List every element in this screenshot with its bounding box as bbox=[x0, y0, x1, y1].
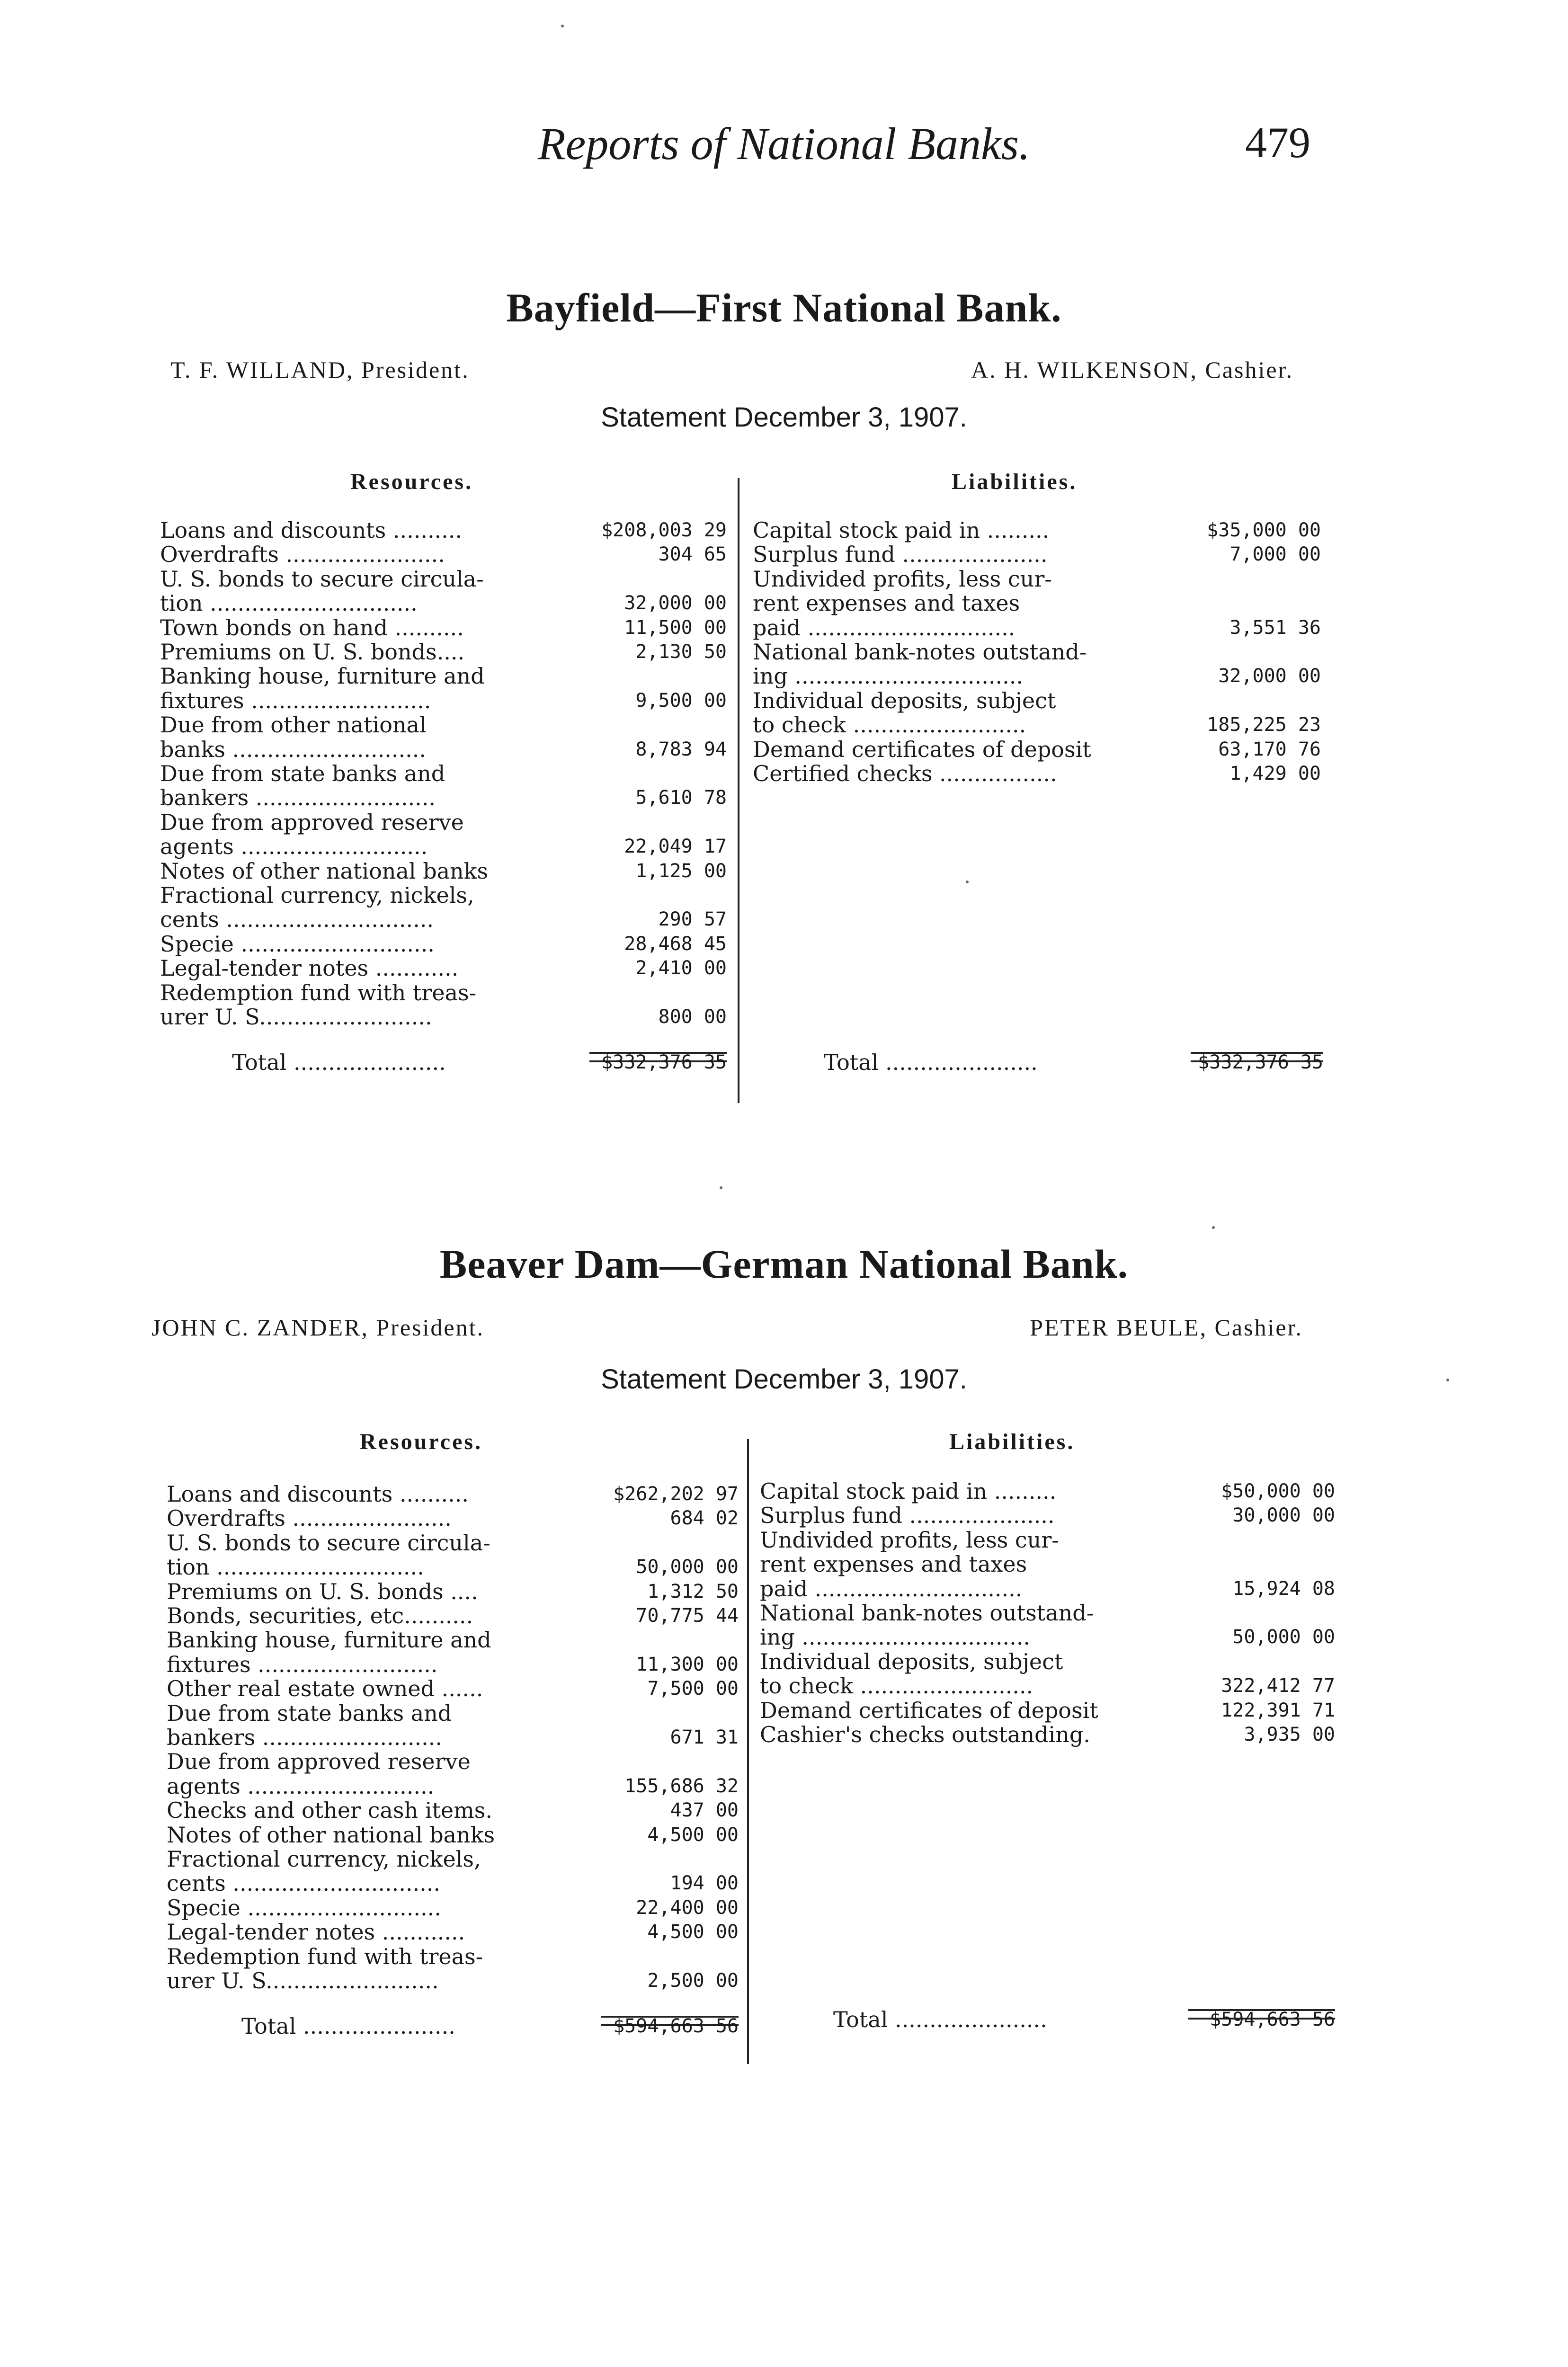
line-item bbox=[167, 1847, 739, 1871]
line-item-amount: 194 00 bbox=[670, 1872, 739, 1894]
line-item bbox=[167, 1871, 739, 1895]
line-item-label: Bonds, securities, etc.......... bbox=[167, 1603, 473, 1628]
liabilities-total: Total ...................... $594,663 56 bbox=[833, 2007, 1335, 2032]
line-item-amount: 185,225 23 bbox=[1207, 714, 1321, 736]
line-item bbox=[160, 737, 727, 762]
resources-heading: Resources. bbox=[360, 1429, 483, 1454]
president: T. F. WILLAND, President. bbox=[170, 356, 470, 383]
line-item bbox=[167, 1482, 739, 1506]
line-item-label: Other real estate owned ...... bbox=[167, 1676, 483, 1701]
line-item-amount: 4,500 00 bbox=[647, 1824, 739, 1846]
line-item-label: Legal-tender notes ............ bbox=[167, 1920, 465, 1944]
line-item bbox=[753, 567, 1321, 591]
line-item-label: Fractional currency, nickels, bbox=[160, 883, 474, 908]
cashier: A. H. WILKENSON, Cashier. bbox=[971, 356, 1293, 383]
line-item bbox=[753, 688, 1321, 713]
line-item-label: urer U. S......................... bbox=[160, 1005, 432, 1029]
line-item-label: Notes of other national banks bbox=[160, 859, 489, 883]
line-item-amount: 304 65 bbox=[658, 543, 727, 565]
column-divider bbox=[738, 478, 739, 1103]
line-item bbox=[160, 712, 727, 737]
line-item-label: Loans and discounts .......... bbox=[167, 1482, 469, 1506]
resources-heading: Resources. bbox=[350, 469, 473, 494]
line-item-label: ing ................................. bbox=[760, 1625, 1030, 1649]
line-item-label: fixtures .......................... bbox=[167, 1652, 438, 1677]
line-item bbox=[167, 1774, 739, 1798]
line-item-label: cents .............................. bbox=[167, 1871, 440, 1895]
line-item bbox=[753, 542, 1321, 567]
line-item bbox=[160, 688, 727, 713]
line-item-amount: 437 00 bbox=[670, 1799, 739, 1821]
line-item-label: cents .............................. bbox=[160, 907, 434, 932]
line-item bbox=[160, 664, 727, 688]
line-item bbox=[760, 1479, 1335, 1504]
line-item-amount: 684 02 bbox=[670, 1507, 739, 1529]
line-item bbox=[753, 640, 1321, 664]
line-item bbox=[760, 1601, 1335, 1625]
scan-speck bbox=[561, 25, 564, 27]
line-item bbox=[760, 1722, 1335, 1747]
line-item-label: bankers .......................... bbox=[160, 785, 436, 810]
line-item bbox=[160, 785, 727, 810]
line-item-label: Capital stock paid in ......... bbox=[760, 1479, 1057, 1504]
line-item-label: tion .............................. bbox=[167, 1555, 424, 1579]
line-item bbox=[167, 1579, 739, 1604]
line-item bbox=[167, 1798, 739, 1823]
line-item-label: Banking house, furniture and bbox=[167, 1628, 491, 1652]
line-item bbox=[160, 810, 727, 835]
line-item bbox=[167, 1531, 739, 1555]
line-item-amount: 7,000 00 bbox=[1229, 543, 1321, 565]
line-item-amount: 3,551 36 bbox=[1229, 617, 1321, 639]
line-item bbox=[167, 1628, 739, 1652]
line-item bbox=[167, 1968, 739, 1993]
line-item-amount: 3,935 00 bbox=[1244, 1724, 1335, 1745]
bank-title: Bayfield—First National Bank. bbox=[506, 285, 1062, 330]
line-item-amount: 22,400 00 bbox=[636, 1897, 739, 1919]
line-item-amount: 2,500 00 bbox=[647, 1970, 739, 1992]
line-item bbox=[753, 737, 1321, 762]
line-item-label: U. S. bonds to secure circula- bbox=[160, 567, 484, 591]
line-item-label: Capital stock paid in ......... bbox=[753, 518, 1050, 543]
resources-total: Total ...................... $332,376 35 bbox=[232, 1050, 727, 1075]
line-item-label: Specie ............................ bbox=[160, 932, 435, 956]
line-item-amount: 63,170 76 bbox=[1218, 739, 1321, 760]
resources-total: Total ...................... $594,663 56 bbox=[241, 2014, 739, 2038]
bank-title: Beaver Dam—German National Bank. bbox=[439, 1241, 1129, 1287]
line-item bbox=[760, 1576, 1335, 1601]
line-item-amount: 290 57 bbox=[658, 908, 727, 930]
line-item-label: Due from state banks and bbox=[167, 1701, 452, 1726]
line-item-amount: 70,775 44 bbox=[636, 1605, 739, 1627]
line-item bbox=[160, 932, 727, 956]
line-item bbox=[160, 980, 727, 1005]
line-item-amount: $35,000 00 bbox=[1207, 519, 1321, 541]
line-item-label: rent expenses and taxes bbox=[760, 1552, 1027, 1576]
line-item bbox=[167, 1749, 739, 1774]
line-item bbox=[760, 1503, 1335, 1528]
line-item-label: National bank-notes outstand- bbox=[760, 1601, 1094, 1625]
line-item-amount: 1,312 50 bbox=[647, 1581, 739, 1602]
scan-speck bbox=[720, 1186, 722, 1189]
line-item bbox=[167, 1603, 739, 1628]
line-item-label: Banking house, furniture and bbox=[160, 664, 485, 688]
line-item-label: Loans and discounts .......... bbox=[160, 518, 463, 543]
line-item-amount: 7,500 00 bbox=[647, 1678, 739, 1700]
line-item-label: Redemption fund with treas- bbox=[167, 1944, 483, 1969]
line-item-label: National bank-notes outstand- bbox=[753, 640, 1087, 664]
line-item-amount: 322,412 77 bbox=[1221, 1675, 1335, 1697]
line-item bbox=[160, 956, 727, 980]
line-item bbox=[167, 1506, 739, 1531]
line-item-label: fixtures .......................... bbox=[160, 688, 431, 713]
line-item-amount: 4,500 00 bbox=[647, 1921, 739, 1943]
column-divider bbox=[747, 1439, 749, 2064]
line-item bbox=[753, 712, 1321, 737]
scan-speck bbox=[1446, 1379, 1449, 1381]
line-item-label: Notes of other national banks bbox=[167, 1823, 495, 1847]
line-item-label: Due from approved reserve bbox=[160, 810, 464, 835]
line-item-label: banks ............................ bbox=[160, 737, 427, 762]
line-item-label: Undivided profits, less cur- bbox=[753, 567, 1052, 591]
line-item bbox=[167, 1920, 739, 1944]
line-item-label: to check ......................... bbox=[760, 1673, 1033, 1698]
line-item-label: Specie ............................ bbox=[167, 1895, 441, 1920]
line-item-label: Undivided profits, less cur- bbox=[760, 1528, 1059, 1552]
line-item-label: Demand certificates of deposit bbox=[760, 1698, 1098, 1723]
line-item-label: Legal-tender notes ............ bbox=[160, 956, 459, 980]
line-item-label: Fractional currency, nickels, bbox=[167, 1847, 481, 1871]
line-item-label: Individual deposits, subject bbox=[753, 688, 1056, 713]
line-item-label: Overdrafts ....................... bbox=[160, 542, 445, 567]
line-item-label: Demand certificates of deposit bbox=[753, 737, 1091, 762]
line-item-amount: 2,410 00 bbox=[635, 957, 727, 979]
line-item-label: tion .............................. bbox=[160, 591, 418, 615]
line-item-label: ing ................................. bbox=[753, 664, 1023, 688]
line-item-label: Surplus fund ..................... bbox=[760, 1503, 1055, 1528]
line-item bbox=[760, 1528, 1335, 1552]
cashier: PETER BEULE, Cashier. bbox=[1030, 1314, 1303, 1341]
line-item-label: Premiums on U. S. bonds.... bbox=[160, 640, 465, 664]
line-item-label: Premiums on U. S. bonds .... bbox=[167, 1579, 478, 1604]
liabilities-heading: Liabilities. bbox=[952, 469, 1078, 494]
liabilities-heading: Liabilities. bbox=[949, 1429, 1075, 1454]
line-item-amount: 50,000 00 bbox=[636, 1556, 739, 1578]
line-item-amount: 800 00 bbox=[658, 1006, 727, 1028]
line-item bbox=[160, 615, 727, 640]
line-item-label: Individual deposits, subject bbox=[760, 1649, 1063, 1674]
line-item-amount: $262,202 97 bbox=[613, 1483, 739, 1505]
line-item bbox=[753, 591, 1321, 615]
line-item bbox=[753, 761, 1321, 786]
line-item-label: Due from other national bbox=[160, 712, 427, 737]
line-item-amount: 155,686 32 bbox=[624, 1775, 739, 1797]
line-item-amount: 22,049 17 bbox=[624, 836, 727, 857]
line-item-amount: 32,000 00 bbox=[624, 592, 727, 614]
line-item-label: Certified checks ................. bbox=[753, 761, 1057, 786]
line-item-label: Town bonds on hand .......... bbox=[160, 615, 464, 640]
line-item-amount: 1,125 00 bbox=[635, 860, 727, 882]
line-item bbox=[160, 542, 727, 567]
line-item bbox=[760, 1673, 1335, 1698]
line-item-amount: 5,610 78 bbox=[635, 787, 727, 809]
statement-date: Statement December 3, 1907. bbox=[601, 402, 967, 433]
page-number: 479 bbox=[1245, 118, 1310, 167]
line-item bbox=[160, 761, 727, 786]
line-item-amount: 671 31 bbox=[670, 1726, 739, 1748]
line-item-label: U. S. bonds to secure circula- bbox=[167, 1531, 490, 1555]
line-item-label: bankers .......................... bbox=[167, 1725, 442, 1750]
line-item-label: Due from state banks and bbox=[160, 761, 445, 786]
line-item-amount: 11,500 00 bbox=[624, 617, 727, 639]
line-item-label: Cashier's checks outstanding. bbox=[760, 1722, 1090, 1747]
line-item-label: Overdrafts ....................... bbox=[167, 1506, 452, 1531]
line-item-label: urer U. S......................... bbox=[167, 1968, 439, 1993]
line-item-amount: 32,000 00 bbox=[1218, 665, 1321, 687]
line-item-label: Due from approved reserve bbox=[167, 1749, 471, 1774]
line-item-amount: 8,783 94 bbox=[635, 739, 727, 760]
line-item bbox=[160, 834, 727, 859]
scan-speck bbox=[1212, 1226, 1215, 1229]
line-item bbox=[160, 1005, 727, 1029]
line-item-label: paid .............................. bbox=[760, 1576, 1023, 1601]
running-title: Reports of National Banks. bbox=[538, 118, 1030, 169]
line-item-label: Redemption fund with treas- bbox=[160, 980, 477, 1005]
line-item-label: agents ........................... bbox=[160, 834, 428, 859]
line-item bbox=[167, 1652, 739, 1677]
line-item bbox=[167, 1676, 739, 1701]
line-item-amount: 1,429 00 bbox=[1229, 763, 1321, 784]
line-item bbox=[160, 567, 727, 591]
line-item-label: to check ......................... bbox=[753, 712, 1026, 737]
line-item bbox=[167, 1555, 739, 1579]
line-item-amount: 2,130 50 bbox=[635, 641, 727, 663]
line-item-label: agents ........................... bbox=[167, 1774, 435, 1798]
line-item bbox=[760, 1698, 1335, 1723]
line-item bbox=[160, 907, 727, 932]
line-item bbox=[753, 664, 1321, 688]
line-item bbox=[167, 1944, 739, 1969]
line-item-amount: $208,003 29 bbox=[601, 519, 727, 541]
line-item-amount: 30,000 00 bbox=[1232, 1504, 1335, 1526]
line-item-amount: 15,924 08 bbox=[1232, 1578, 1335, 1600]
line-item bbox=[160, 859, 727, 883]
line-item bbox=[160, 883, 727, 908]
line-item bbox=[167, 1725, 739, 1750]
line-item bbox=[167, 1895, 739, 1920]
line-item-amount: 50,000 00 bbox=[1232, 1626, 1335, 1648]
line-item-amount: 28,468 45 bbox=[624, 933, 727, 955]
line-item bbox=[160, 591, 727, 615]
line-item bbox=[753, 518, 1321, 543]
line-item bbox=[160, 640, 727, 664]
line-item-amount: $50,000 00 bbox=[1221, 1480, 1335, 1502]
statement-date: Statement December 3, 1907. bbox=[601, 1364, 967, 1395]
line-item-label: Surplus fund ..................... bbox=[753, 542, 1048, 567]
line-item-amount: 9,500 00 bbox=[635, 690, 727, 712]
line-item-label: rent expenses and taxes bbox=[753, 591, 1020, 615]
line-item bbox=[160, 518, 727, 543]
scan-speck bbox=[966, 881, 969, 883]
line-item-amount: 122,391 71 bbox=[1221, 1700, 1335, 1721]
line-item bbox=[760, 1649, 1335, 1674]
line-item bbox=[167, 1701, 739, 1726]
line-item bbox=[753, 615, 1321, 640]
line-item-label: paid .............................. bbox=[753, 615, 1016, 640]
line-item bbox=[760, 1552, 1335, 1576]
line-item bbox=[760, 1625, 1335, 1649]
liabilities-total: Total ...................... $332,376 35 bbox=[824, 1050, 1323, 1075]
line-item-label: Checks and other cash items. bbox=[167, 1798, 492, 1823]
president: JOHN C. ZANDER, President. bbox=[151, 1314, 484, 1341]
line-item bbox=[167, 1823, 739, 1847]
line-item-amount: 11,300 00 bbox=[636, 1654, 739, 1675]
